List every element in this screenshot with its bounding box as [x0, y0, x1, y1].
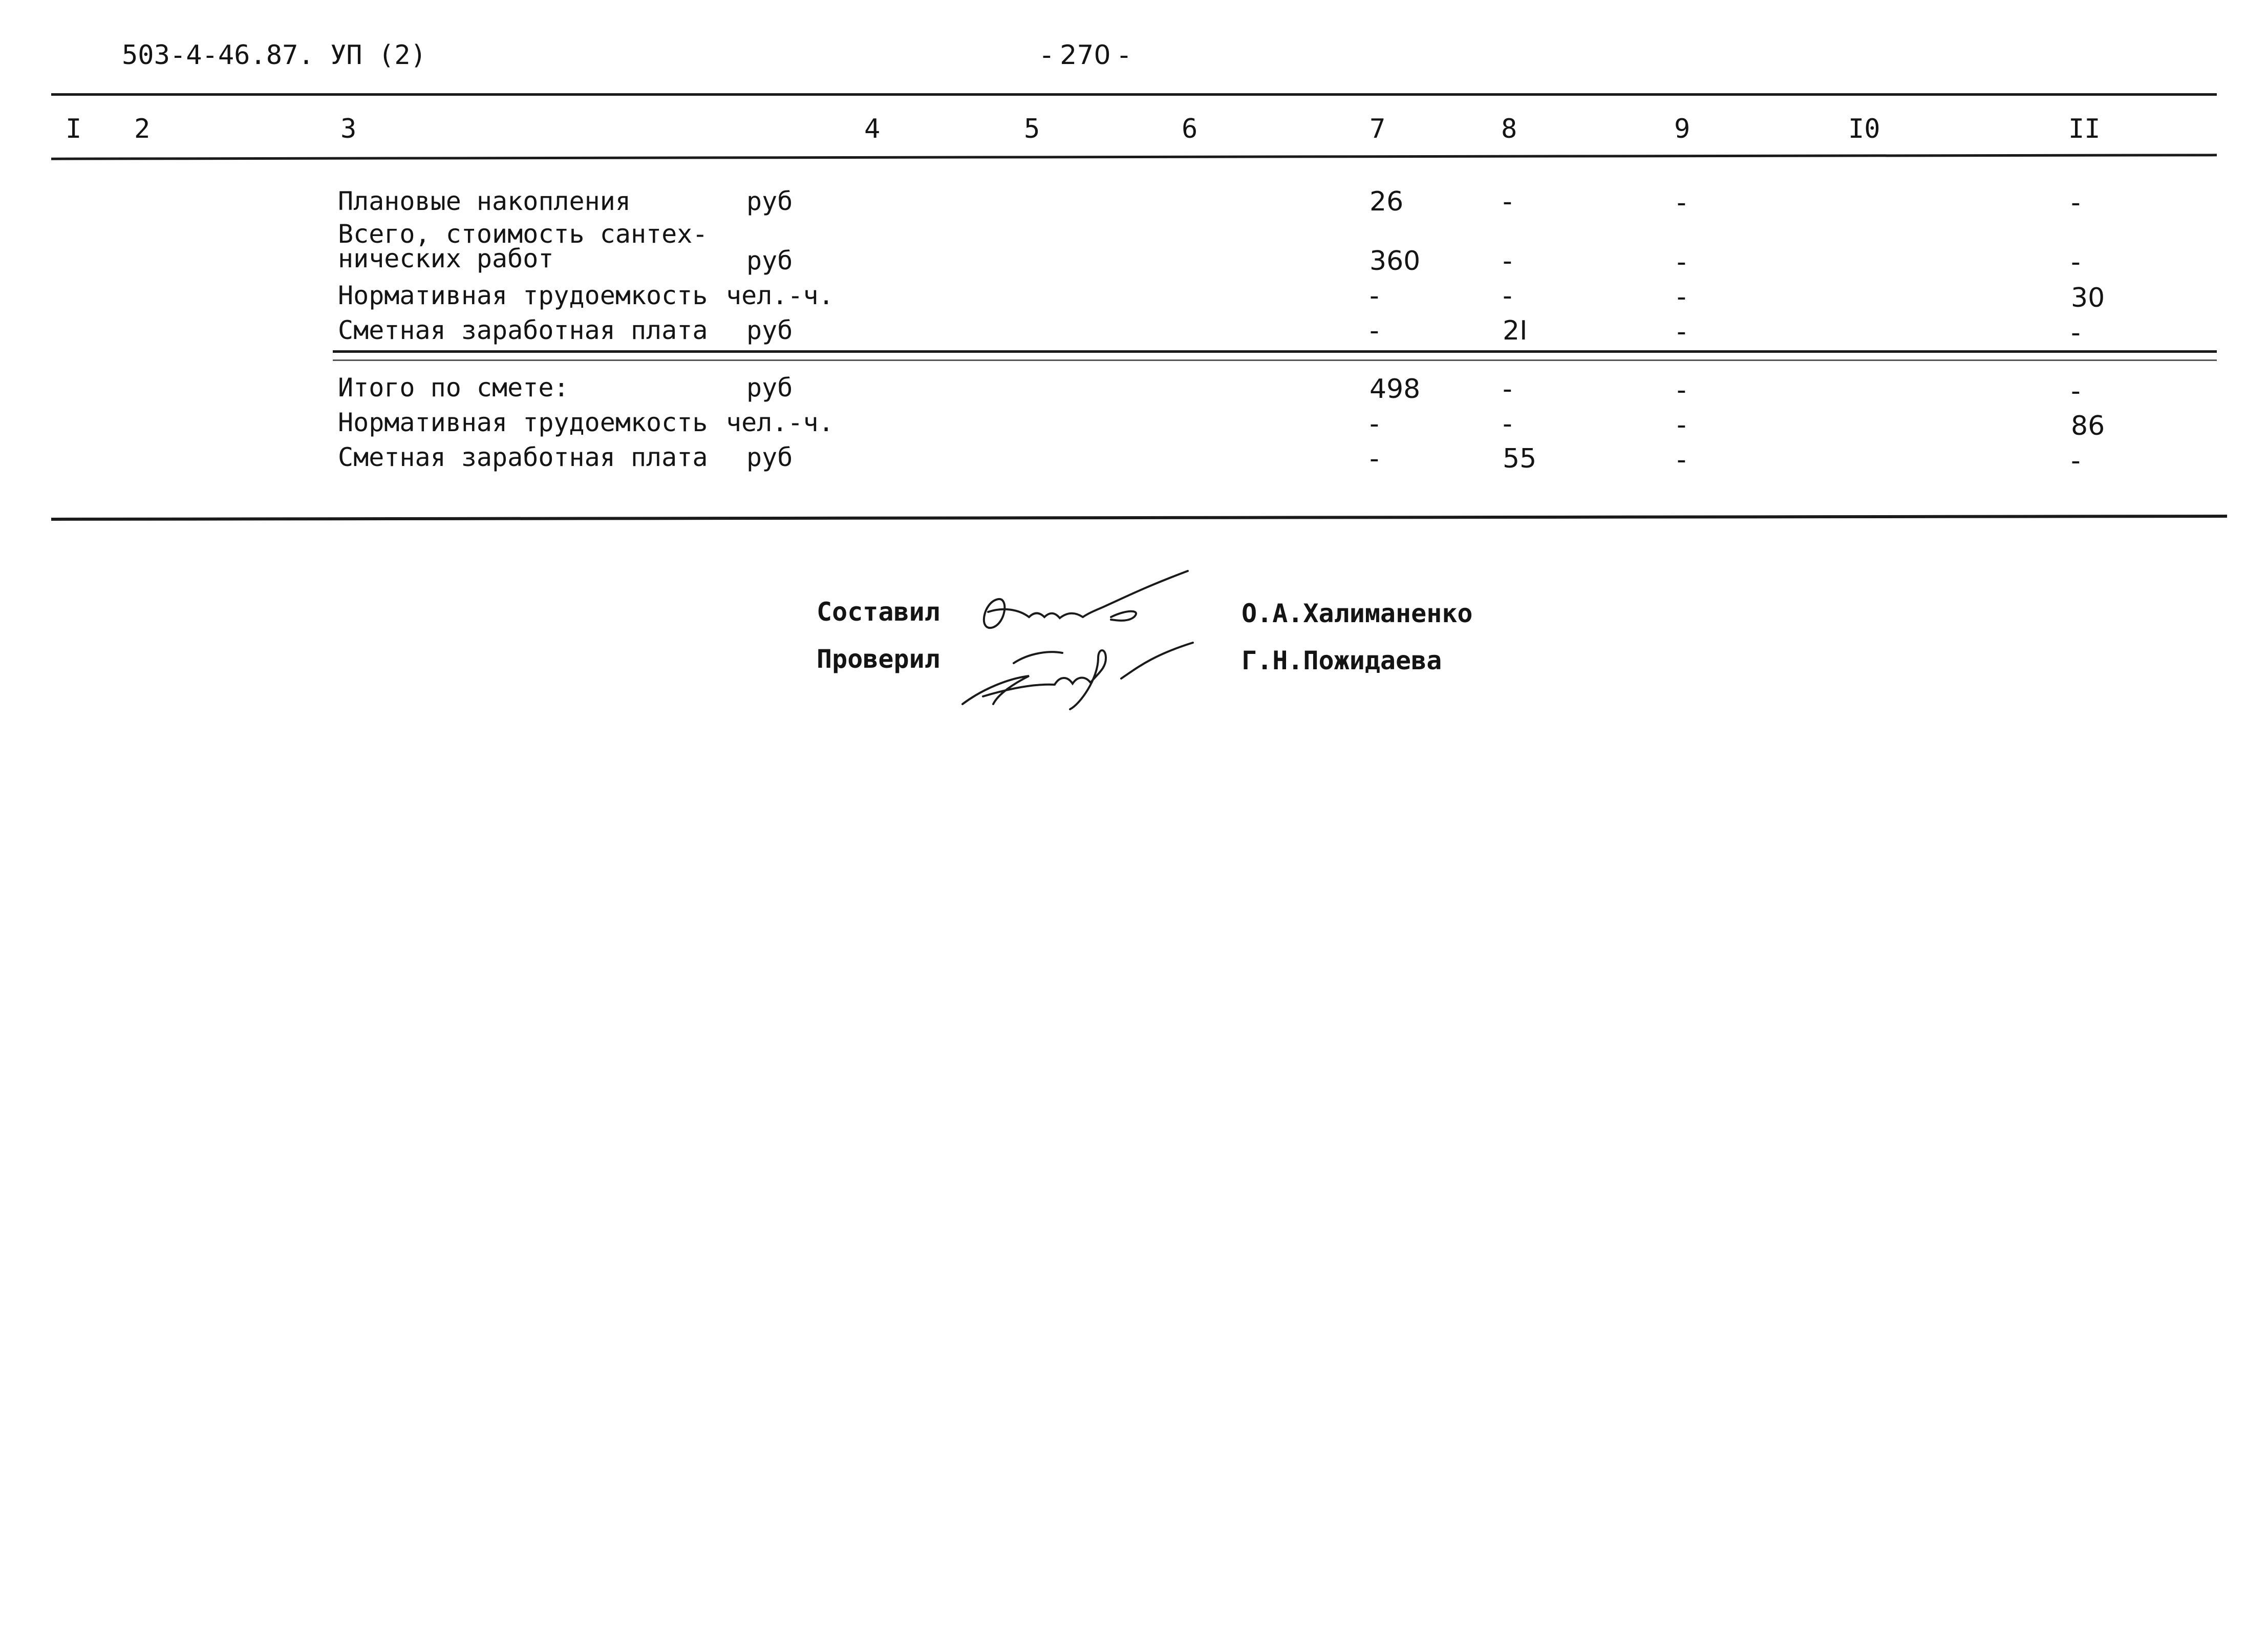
top-rule [51, 93, 2217, 96]
value-col8: - [1503, 246, 1512, 277]
document-code: 503-4-46.87. УП (2) [122, 40, 426, 71]
value-col9: - [1677, 410, 1686, 440]
column-number: 2 [134, 114, 151, 144]
value-col11: - [2071, 247, 2081, 278]
header-bottom-rule [51, 154, 2217, 160]
total-label: Итого по смете: [338, 373, 569, 402]
value-col8: 55 [1503, 443, 1537, 474]
item-name: Нормативная трудоемкость [338, 408, 708, 437]
value-col7: 498 [1370, 374, 1421, 405]
value-col8: - [1503, 374, 1512, 405]
compiled-by-name: О.А.Халиманенко [1242, 599, 1473, 628]
item-name: Плановые накопления [338, 186, 631, 216]
unit: руб [746, 246, 793, 275]
value-col8: - [1503, 281, 1512, 311]
item-name: Нормативная трудоемкость [338, 281, 708, 310]
value-col7: - [1370, 315, 1379, 346]
value-col9: - [1677, 247, 1686, 278]
column-number: 5 [1024, 114, 1040, 144]
unit: руб [746, 315, 793, 345]
value-col8: 2I [1503, 315, 1528, 346]
unit: чел.-ч. [726, 281, 834, 310]
value-col7: - [1370, 409, 1379, 439]
column-number: I0 [1848, 114, 1880, 144]
section-divider-thin [333, 359, 2217, 361]
column-number: 8 [1501, 114, 1517, 144]
value-col7: - [1370, 281, 1379, 311]
value-col11: - [2071, 376, 2081, 407]
value-col9: - [1677, 282, 1686, 312]
item-name: Сметная заработная плата [338, 442, 708, 472]
column-number: 6 [1182, 114, 1198, 144]
item-name-line1: Всего, стоимость сантех- [338, 219, 708, 249]
value-col7: 360 [1370, 246, 1421, 277]
item-name-line2: нических работ [338, 244, 554, 273]
column-number: I [66, 114, 82, 144]
unit: руб [746, 442, 793, 472]
value-col11: 86 [2071, 411, 2105, 441]
item-name: Сметная заработная плата [338, 315, 708, 345]
value-col9: - [1677, 316, 1686, 347]
value-col7: 26 [1370, 186, 1404, 217]
page-number: - 270 - [1042, 40, 1129, 71]
table-bottom-rule [51, 515, 2227, 521]
unit: руб [746, 373, 793, 402]
value-col8: - [1503, 186, 1512, 217]
compiled-by-label: Составил [817, 597, 940, 627]
column-number: II [2068, 114, 2101, 144]
value-col7: - [1370, 443, 1379, 474]
unit: руб [746, 186, 793, 216]
column-number: 4 [864, 114, 881, 144]
value-col11: - [2071, 446, 2081, 476]
value-col8: - [1503, 409, 1512, 439]
column-number: 9 [1674, 114, 1691, 144]
unit: чел.-ч. [726, 408, 834, 437]
value-col11: - [2071, 187, 2081, 218]
value-col11: - [2071, 317, 2081, 348]
checked-by-label: Проверил [817, 644, 940, 674]
checked-by-name: Г.Н.Пожидаева [1242, 646, 1442, 675]
handwritten-signature-checked [952, 627, 1208, 714]
value-col9: - [1677, 375, 1686, 406]
value-col11: 30 [2071, 283, 2105, 313]
column-number: 7 [1370, 114, 1386, 144]
section-divider [333, 350, 2217, 353]
column-number: 3 [340, 114, 357, 144]
value-col9: - [1677, 444, 1686, 475]
value-col9: - [1677, 187, 1686, 218]
